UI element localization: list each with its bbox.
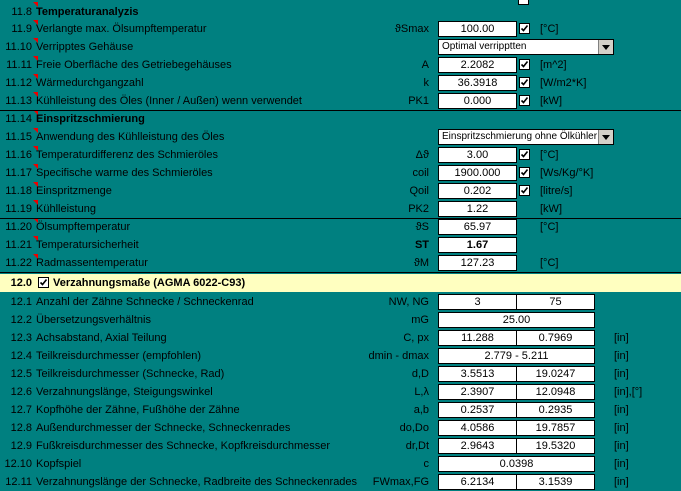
row-label: Freie Oberfläche des Getriebegehäuses <box>36 59 232 71</box>
row-label: Fußkreisdurchmesser des Schnecke, Kopfkreisdurchmesser <box>36 440 331 452</box>
section-12-checkbox[interactable] <box>38 277 49 288</box>
row-label: Verzahnungslänge der Schnecke, Radbreite des Schneckenrades <box>36 476 358 488</box>
unit-label: [in] <box>614 458 629 470</box>
row-number: 11.14 <box>5 113 32 125</box>
row-label: Teilkreisdurchmesser (Schnecke, Rad) <box>36 368 225 380</box>
value-field[interactable]: 0.202 <box>438 183 517 199</box>
value-field-wheel: 19.5320 <box>516 438 595 454</box>
unit-label: [m^2] <box>540 59 567 71</box>
row-symbol: FWmax,FG <box>372 476 429 488</box>
value-field-merged: 2.779 - 5.211 <box>438 348 595 364</box>
value-field-worm: 11.288 <box>438 330 517 346</box>
row-number: 12.0 <box>10 277 32 289</box>
row-number: 12.6 <box>10 386 32 398</box>
chevron-down-icon[interactable] <box>598 130 613 144</box>
row-number: 12.7 <box>10 404 32 416</box>
value-field[interactable]: 2.2082 <box>438 57 517 73</box>
table-row <box>0 182 681 200</box>
unit-label: [°C] <box>540 149 559 161</box>
section-title: Temperaturanalyzis <box>36 6 139 18</box>
select-value: Optimal verripptten <box>442 41 527 52</box>
row-number: 11.11 <box>6 59 32 71</box>
row-label: Übersetzungsverhältnis <box>36 314 151 326</box>
value-field-wheel: 19.0247 <box>516 366 595 382</box>
unit-label: [kW] <box>540 203 562 215</box>
table-row <box>0 254 681 272</box>
value-field[interactable]: 127.23 <box>438 255 517 271</box>
value-field[interactable]: 1900.000 <box>438 165 517 181</box>
row-number: 11.22 <box>5 257 32 269</box>
row-symbol: dmin - dmax <box>368 350 429 362</box>
row-label: Wärmedurchgangzahl <box>36 77 144 89</box>
row-number: 12.1 <box>10 296 32 308</box>
row-label: Einspritzschmierung <box>36 113 145 125</box>
chevron-down-icon[interactable] <box>598 40 613 54</box>
row-number: 12.8 <box>10 422 32 434</box>
value-field-worm: 6.2134 <box>438 474 517 490</box>
row-label: Verripptes Gehäuse <box>36 41 134 53</box>
row-label: Kopfhöhe der Zähne, Fußhöhe der Zähne <box>36 404 240 416</box>
row-number: 12.2 <box>10 314 32 326</box>
row-number: 11.21 <box>5 239 32 251</box>
row-label: Verzahnungslänge, Steigungswinkel <box>36 386 213 398</box>
row-number: 11.10 <box>5 41 32 53</box>
row-number: 12.10 <box>4 458 32 470</box>
unit-label: [in] <box>614 404 629 416</box>
row-number: 11.9 <box>11 23 32 35</box>
row-number: 11.12 <box>5 77 32 89</box>
table-row <box>0 56 681 74</box>
checkbox-checked[interactable] <box>519 59 530 70</box>
unit-label: [°C] <box>540 257 559 269</box>
checkbox-checked[interactable] <box>519 149 530 160</box>
row-number: 12.5 <box>10 368 32 380</box>
row-symbol: c <box>423 458 429 470</box>
divider <box>0 272 681 273</box>
value-field-merged: 25.00 <box>438 312 595 328</box>
select-value: Einspritzschmierung ohne Ölkühler <box>442 131 598 142</box>
row-number: 11.19 <box>5 203 32 215</box>
select-dropdown[interactable] <box>438 129 614 145</box>
value-field-wheel: 12.0948 <box>516 384 595 400</box>
row-label: Kühlleistung des Öles (Inner / Außen) wenn verwendet <box>36 95 302 107</box>
row-label: Anzahl der Zähne Schnecke / Schneckenrad <box>36 296 254 308</box>
divider <box>0 110 681 111</box>
checkbox-checked[interactable] <box>519 95 530 106</box>
row-label: Verlangte max. Ölsumpftemperatur <box>36 23 207 35</box>
row-symbol: C, px <box>403 332 429 344</box>
row-number: 12.3 <box>10 332 32 344</box>
table-row <box>0 146 681 164</box>
value-field[interactable]: 65.97 <box>438 219 517 235</box>
row-number: 12.4 <box>10 350 32 362</box>
unit-label: [in] <box>614 350 629 362</box>
row-number: 12.11 <box>5 476 32 488</box>
checkbox-checked[interactable] <box>519 23 530 34</box>
value-field-worm: 4.0586 <box>438 420 517 436</box>
row-symbol: L,λ <box>414 386 429 398</box>
table-row <box>0 200 681 218</box>
unit-label: [litre/s] <box>540 185 573 197</box>
row-label: Temperaturdifferenz des Schmieröles <box>36 149 218 161</box>
row-symbol: d,D <box>411 368 429 380</box>
row-number: 11.20 <box>5 221 32 233</box>
value-field[interactable]: 36.3918 <box>438 75 517 91</box>
row-symbol: mG <box>411 314 429 326</box>
unit-label: [in],[°] <box>614 386 643 398</box>
row-label: Achsabstand, Axial Teilung <box>36 332 167 344</box>
unit-label: [in] <box>614 440 629 452</box>
table-row <box>0 236 681 254</box>
unit-label: [in] <box>614 476 629 488</box>
row-symbol: NW, NG <box>388 296 429 308</box>
row-symbol: dr,Dt <box>405 440 429 452</box>
value-field-wheel: 3.1539 <box>516 474 595 490</box>
row-symbol: Δϑ <box>415 149 429 161</box>
unit-label: [in] <box>614 368 629 380</box>
checkbox-checked[interactable] <box>519 77 530 88</box>
row-symbol: do,Do <box>399 422 429 434</box>
row-symbol: ST <box>414 239 429 251</box>
row-symbol: k <box>423 77 429 89</box>
row-label: Anwendung des Kühlleistung des Öles <box>36 131 225 143</box>
select-dropdown[interactable] <box>438 39 614 55</box>
value-field-worm: 2.3907 <box>438 384 517 400</box>
section-12-header <box>0 275 681 291</box>
row-label: Radmassentemperatur <box>36 257 148 269</box>
value-field[interactable]: 0.000 <box>438 93 517 109</box>
unit-label: [W/m2*K] <box>540 77 587 89</box>
row-label: Teilkreisdurchmesser (empfohlen) <box>36 350 202 362</box>
row-label: Einspritzmenge <box>36 185 112 197</box>
unit-label: [kW] <box>540 95 562 107</box>
row-symbol: ϑSmax <box>394 23 429 35</box>
value-field-wheel: 75 <box>516 294 595 310</box>
value-field-worm: 3.5513 <box>438 366 517 382</box>
table-row <box>0 110 681 128</box>
row-number: 11.8 <box>11 6 32 18</box>
row-symbol: PK2 <box>408 203 429 215</box>
unit-label: [in] <box>614 422 629 434</box>
row-number: 11.13 <box>5 95 32 107</box>
value-field-worm: 0.2537 <box>438 402 517 418</box>
checkbox-checked[interactable] <box>519 167 530 178</box>
unit-label: [°C] <box>540 221 559 233</box>
table-row <box>0 92 681 110</box>
value-field[interactable]: 1.67 <box>438 237 517 253</box>
row-label: Temperatursicherheit <box>36 239 139 251</box>
row-symbol: ϑM <box>413 257 429 269</box>
section-title: Verzahnungsmaße (AGMA 6022-C93) <box>53 277 246 289</box>
row-symbol: a,b <box>413 404 429 416</box>
row-symbol: Qoil <box>409 185 429 197</box>
row-label: Kühlleistung <box>36 203 96 215</box>
row-symbol: ϑS <box>415 221 429 233</box>
row-symbol: A <box>421 59 429 71</box>
unit-label: [Ws/Kg/°K] <box>540 167 594 179</box>
row-number: 11.15 <box>5 131 32 143</box>
table-row <box>0 20 681 38</box>
checkbox[interactable] <box>518 0 529 5</box>
row-symbol: coil <box>412 167 429 179</box>
row-number: 12.9 <box>10 440 32 452</box>
checkbox-checked[interactable] <box>519 185 530 196</box>
value-field-worm: 3 <box>438 294 517 310</box>
divider <box>0 218 681 219</box>
value-field[interactable]: 3.00 <box>438 147 517 163</box>
section-11-header <box>0 4 681 20</box>
unit-label: [°C] <box>540 23 559 35</box>
value-field-wheel: 0.2935 <box>516 402 595 418</box>
value-field-wheel: 19.7857 <box>516 420 595 436</box>
value-field-worm: 2.9643 <box>438 438 517 454</box>
value-field[interactable]: 100.00 <box>438 21 517 37</box>
row-label: Außendurchmesser der Schnecke, Schneckenrades <box>36 422 291 434</box>
row-number: 11.17 <box>5 167 32 179</box>
value-field-merged: 0.0398 <box>438 456 595 472</box>
row-symbol: PK1 <box>408 95 429 107</box>
row-label: Kopfspiel <box>36 458 82 470</box>
row-label: Ölsumpftemperatur <box>36 221 131 233</box>
table-row <box>0 218 681 236</box>
row-number: 11.18 <box>5 185 32 197</box>
row-label: Specifische warme des Schmieröles <box>36 167 213 179</box>
unit-label: [in] <box>614 332 629 344</box>
row-number: 11.16 <box>5 149 32 161</box>
value-field[interactable]: 1.22 <box>438 201 517 217</box>
value-field-wheel: 0.7969 <box>516 330 595 346</box>
